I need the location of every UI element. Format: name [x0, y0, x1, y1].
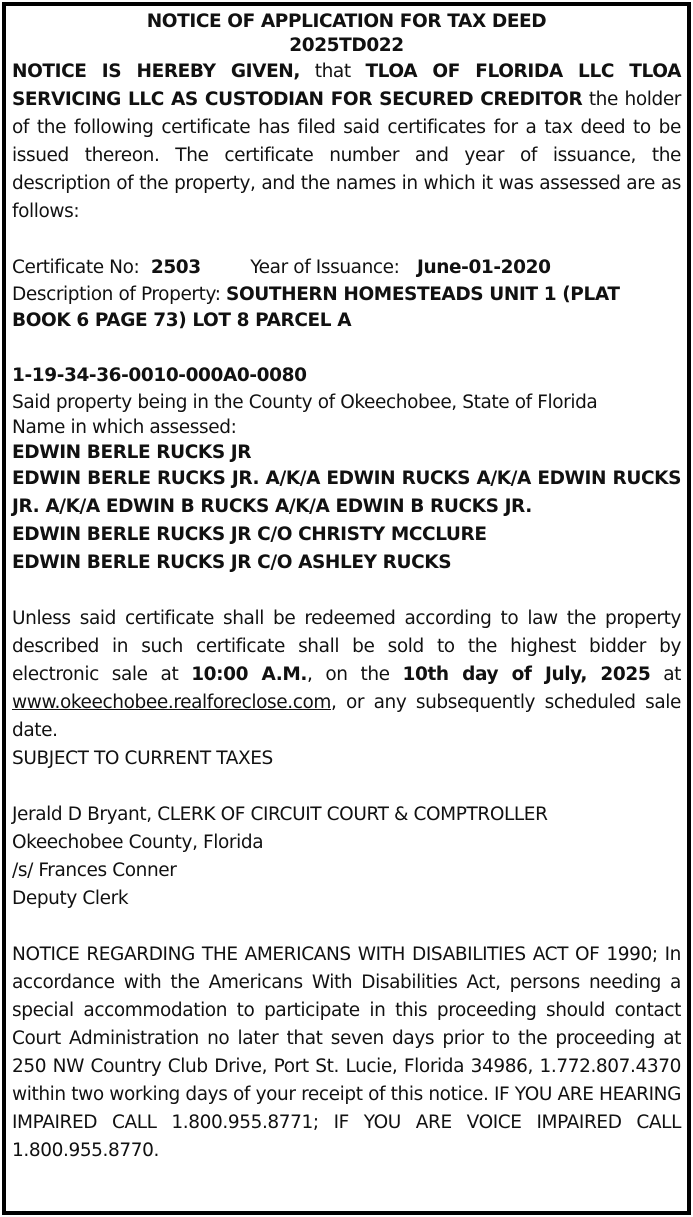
subject-to-taxes: SUBJECT TO CURRENT TAXES	[12, 748, 273, 769]
sale-text: , or any subsequently scheduled sale date.	[12, 692, 681, 741]
sale-text: Unless said certificate shall be redeemed according to law the property described in such certificate shall be sold to the highest bidder by electronic sale at	[12, 608, 681, 685]
county-line: Said property being in the County of Okeechobee, State of Florida	[12, 392, 598, 413]
description-line	[12, 282, 681, 334]
assessed-name: EDWIN BERLE RUCKS JR. A/K/A EDWIN RUCKS A/K/A EDWIN RUCKS JR. A/K/A EDWIN B RUCKS A/K/A EDWIN B RUCKS JR.	[12, 468, 681, 517]
intro-paragraph	[12, 58, 681, 226]
intro-that: that	[300, 61, 366, 82]
auction-link[interactable]: www.okeechobee.realforeclose.com	[12, 692, 332, 713]
assessed-name: EDWIN BERLE RUCKS JR	[12, 442, 252, 463]
ada-notice: NOTICE REGARDING THE AMERICANS WITH DISABILITIES ACT OF 1990; In accordance with the Americans With Disabilities Act, persons needing a special accommodation to participate in this proceeding should contact Court Administration no later that seven days prior to the proceeding at 250 NW Country Club Drive, Port St. Lucie, Florida 34986, 1.772.807.4370 within two working days of your receipt of this notice. IF YOU ARE HEARING IMPAIRED CALL 1.800.955.8771; IF YOU ARE VOICE IMPAIRED CALL 1.800.955.8770.	[12, 944, 681, 1161]
year-value: June-01-2020	[417, 257, 551, 278]
sale-text: at	[650, 664, 681, 685]
case-number: 2025TD022	[289, 35, 404, 56]
sale-text: , on the	[307, 664, 403, 685]
parcel-id: 1-19-34-36-0010-000A0-0080	[12, 365, 307, 386]
certificate-no-value: 2503	[150, 257, 201, 278]
sale-paragraph	[12, 605, 681, 745]
intro-lead: NOTICE IS HEREBY GIVEN,	[12, 61, 301, 82]
notice-body	[12, 10, 681, 1165]
year-label: Year of Issuance:	[250, 257, 400, 278]
deputy-clerk-line: Deputy Clerk	[12, 888, 129, 909]
description-value: SOUTHERN HOMESTEADS UNIT 1 (PLAT BOOK 6 PAGE 73) LOT 8 PARCEL A	[12, 284, 620, 331]
intro-rest: the holder of the following certificate has filed said certificates for a tax deed to be issued thereon. The certificate number and year of issuance, the description of the property, and the names in which it was assessed are as follows:	[12, 89, 682, 222]
notice-title: NOTICE OF APPLICATION FOR TAX DEED	[146, 11, 547, 32]
holder-name: TLOA OF FLORIDA LLC TLOA SERVICING LLC AS CUSTODIAN FOR SECURED CREDITOR	[12, 61, 681, 110]
sale-date: 10th day of July, 2025	[402, 664, 651, 685]
certificate-line	[12, 254, 681, 282]
certificate-no-label: Certificate No:	[12, 257, 140, 278]
signed-by-line: /s/ Frances Conner	[12, 860, 177, 881]
clerk-line: Jerald D Bryant, CLERK OF CIRCUIT COURT & COMPTROLLER	[12, 804, 548, 825]
county-state-line: Okeechobee County, Florida	[12, 832, 264, 853]
assessed-label: Name in which assessed:	[12, 417, 237, 438]
sale-time: 10:00 A.M.	[191, 664, 308, 685]
description-label: Description of Property:	[12, 284, 221, 305]
assessed-name: EDWIN BERLE RUCKS JR C/O CHRISTY MCCLURE	[12, 524, 487, 545]
assessed-name: EDWIN BERLE RUCKS JR C/O ASHLEY RUCKS	[12, 552, 452, 573]
